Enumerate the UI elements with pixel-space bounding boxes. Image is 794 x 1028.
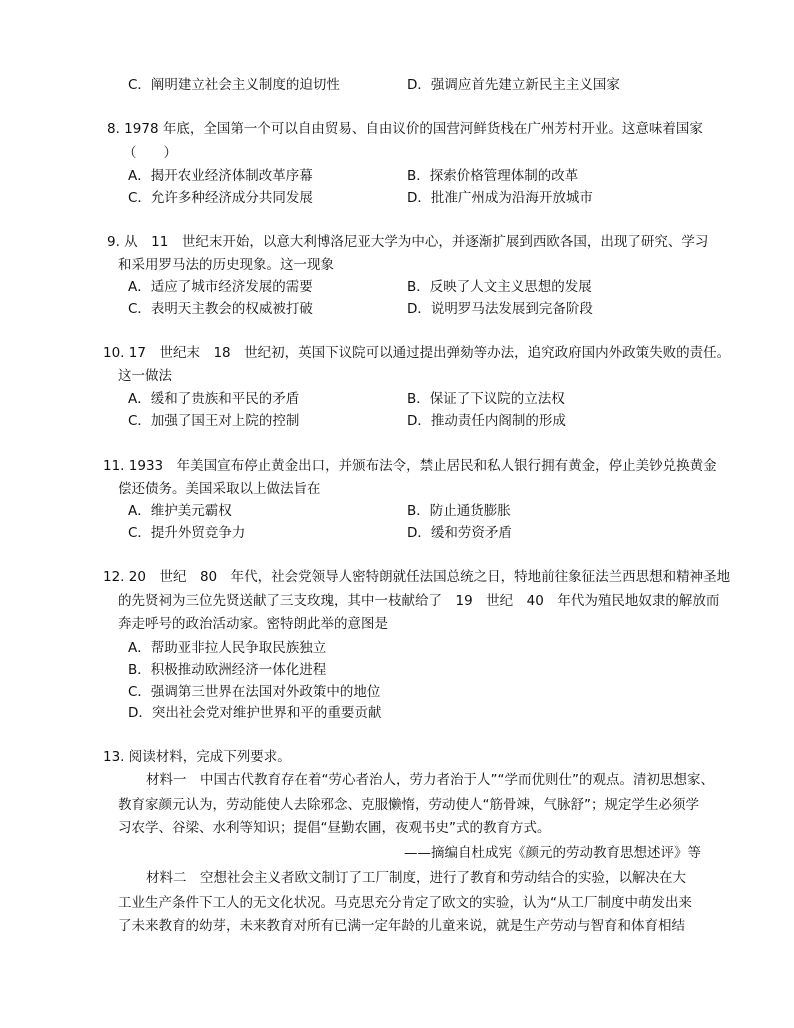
q8-stem-line-1: 8. 1978 年底，全国第一个可以自由贸易、自由议价的国营河鲜货栈在广州芳村开业。这意味着国家 (107, 121, 703, 137)
q9-stem-line-2: 和采用罗马法的历史现象。这一现象 (118, 257, 334, 273)
q13-material-2-line-3: 了未来教育的幼芽，未来教育对所有已满一定年龄的儿童来说，就是生产劳动与智育和体育相结 (118, 918, 685, 934)
q7-option-d: D．强调应首先建立新民主主义国家 (407, 77, 620, 93)
q13-stem: 13. 阅读材料，完成下列要求。 (103, 749, 291, 765)
q11-option-c: C．提升外贸竞争力 (128, 525, 246, 541)
q13-material-2-line-1: 材料二 空想社会主义者欧文制订了工厂制度，进行了教育和劳动结合的实验，以解决在大 (146, 870, 686, 886)
q10-option-c: C．加强了国王对上院的控制 (128, 413, 300, 429)
q9-option-a: A．适应了城市经济发展的需要 (128, 279, 313, 295)
q11-option-b: B．防止通货膨胀 (407, 503, 511, 519)
q10-stem-line-1: 10. 17 世纪末 18 世纪初，英国下议院可以通过提出弹劾等办法，追究政府国内外政策失败的责任。 (103, 345, 731, 361)
q12-option-d: D．突出社会党对维护世界和平的重要贡献 (128, 705, 382, 721)
q8-option-d: D．批准广州成为沿海开放城市 (407, 190, 593, 206)
q13-material-1-source: ——摘编自杜成宪《颜元的劳动教育思想述评》等 (404, 845, 701, 861)
q11-option-a: A．维护美元霸权 (128, 503, 232, 519)
q12-option-a: A．帮助亚非拉人民争取民族独立 (128, 640, 327, 656)
q9-option-d: D．说明罗马法发展到完备阶段 (407, 301, 593, 317)
q11-option-d: D．缓和劳资矛盾 (407, 525, 512, 541)
q12-option-c: C．强调第三世界在法国对外政策中的地位 (128, 684, 381, 700)
q13-material-2-line-2: 工业生产条件下工人的无文化状况。马克思充分肯定了欧文的实验，认为“从工厂制度中萌发出来 (118, 895, 692, 911)
q9-option-b: B．反映了人文主义思想的发展 (407, 279, 592, 295)
q8-option-c: C．允许多种经济成分共同发展 (128, 190, 313, 206)
q10-option-d: D．推动责任内阁制的形成 (407, 413, 566, 429)
q13-material-1-line-1: 材料一 中国古代教育存在着“劳心者治人，劳力者治于人”“学而优则仕”的观点。清初思想家、 (146, 772, 714, 788)
q8-option-a: A．揭开农业经济体制改革序幕 (128, 168, 313, 184)
q9-stem-line-1: 9. 从 11 世纪末开始，以意大利博洛尼亚大学为中心，并逐渐扩展到西欧各国，出现了研究、学习 (107, 234, 709, 250)
q13-material-1-line-2: 教育家颜元认为，劳动能使人去除邪念、克服懒惰，劳动使人“筋骨竦，气脉舒”；规定学生必须学 (118, 797, 699, 813)
q8-option-b: B．探索价格管理体制的改革 (407, 168, 579, 184)
q7-option-c: C．阐明建立社会主义制度的迫切性 (128, 77, 340, 93)
q12-stem-line-3: 奔走呼号的政治活动家。密特朗此举的意图是 (118, 616, 388, 632)
q12-option-b: B．积极推动欧洲经济一体化进程 (128, 662, 327, 678)
q11-stem-line-2: 偿还债务。美国采取以上做法旨在 (118, 481, 321, 497)
q13-material-1-line-3: 习农学、谷梁、水利等知识；提倡“昼勤农圃，夜观书史”式的教育方式。 (118, 820, 551, 836)
q12-stem-line-2: 的先贤祠为三位先贤送献了三支玫瑰，其中一枝献给了 19 世纪 40 年代为殖民地奴隶的解放而 (118, 593, 720, 609)
q10-stem-line-2: 这一做法 (118, 368, 172, 384)
q10-option-b: B．保证了下议院的立法权 (407, 391, 565, 407)
q11-stem-line-1: 11. 1933 年美国宣布停止黄金出口，并颁布法令，禁止居民和私人银行拥有黄金，停止美钞兑换黄金 (103, 458, 717, 474)
q12-stem-line-1: 12. 20 世纪 80 年代，社会党领导人密特朗就任法国总统之日，特地前往象征法兰西思想和精神圣地 (103, 569, 731, 585)
q9-option-c: C．表明天主教会的权威被打破 (128, 301, 313, 317)
q8-stem-line-2: （ ） (123, 145, 177, 161)
q10-option-a: A．缓和了贵族和平民的矛盾 (128, 391, 300, 407)
